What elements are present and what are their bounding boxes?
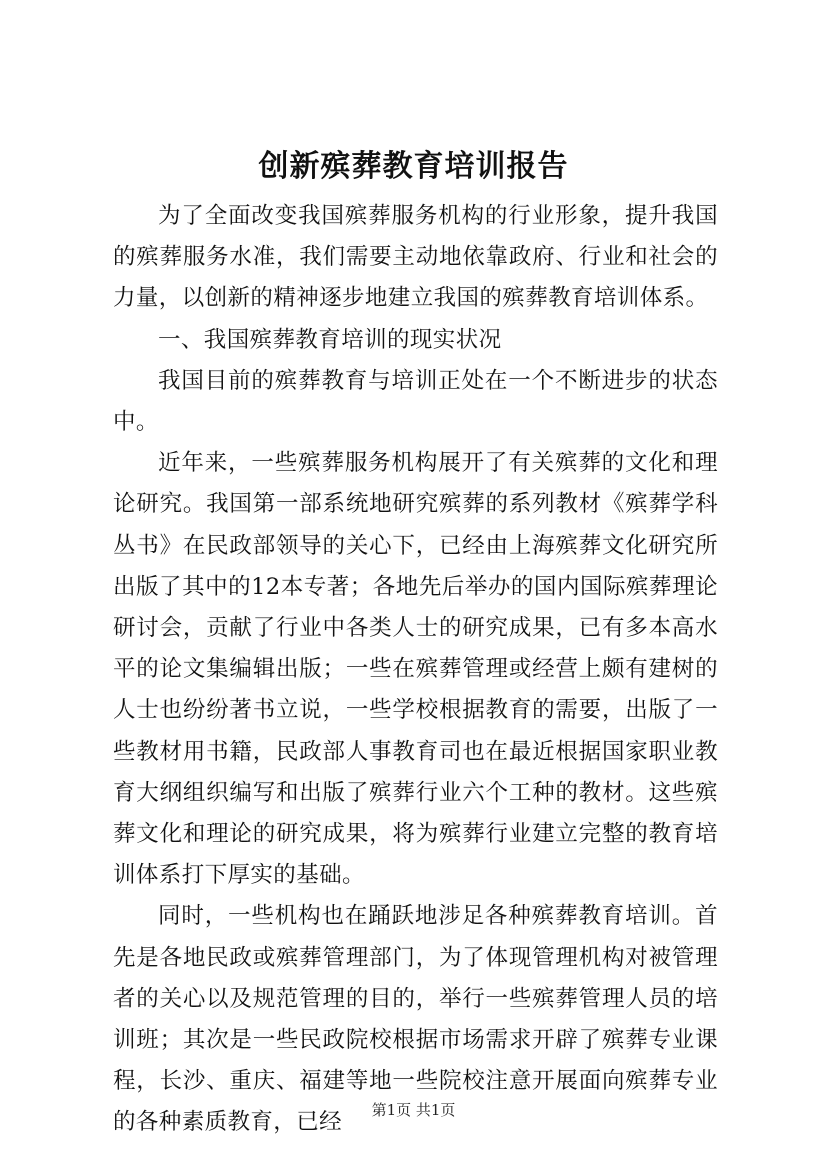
document-body xyxy=(113,196,718,1144)
page-number-footer: 第1页 共1页 xyxy=(371,1101,456,1119)
paragraph-training: 同时，一些机构也在踊跃地涉足各种殡葬教育培训。首先是各地民政或殡葬管理部门，为了体现管理机构对被管理者的关心以及规范管理的目的，举行一些殡葬管理人员的培训班；其次是一些民政院校根据市场需求开辟了殡葬专业课程，长沙、重庆、福建等地一些院校注意开展面向殡葬专业的各种素质教育，已经 xyxy=(113,903,718,1136)
paragraph-status: 我国目前的殡葬教育与培训正处在一个不断进步的状态中。 xyxy=(113,367,718,436)
paragraph-intro: 为了全面改变我国殡葬服务机构的行业形象，提升我国的殡葬服务水准，我们需要主动地依靠政府、行业和社会的力量，以创新的精神逐步地建立我国的殡葬教育培训体系。 xyxy=(113,203,718,312)
paragraph-research: 近年来，一些殡葬服务机构展开了有关殡葬的文化和理论研究。我国第一部系统地研究殡葬的系列教材《殡葬学科丛书》在民政部领导的关心下，已经由上海殡葬文化研究所出版了其中的12本专著；各地先后举办的国内国际殡葬理论研讨会，贡献了行业中各类人士的研究成果，已有多本高水平的论文集编辑出版；一些在殡葬管理或经营上颇有建树的人士也纷纷著书立说，一些学校根据教育的需要，出版了一些教材用书籍，民政部人事教育司也在最近根据国家职业教育大纲组织编写和出版了殡葬行业六个工种的教材。这些殡葬文化和理论的研究成果，将为殡葬行业建立完整的教育培训体系打下厚实的基础。 xyxy=(113,450,718,889)
section-heading-1: 一、我国殡葬教育培训的现实状况 xyxy=(158,326,502,353)
document-title: 创新殡葬教育培训报告 xyxy=(258,149,569,184)
